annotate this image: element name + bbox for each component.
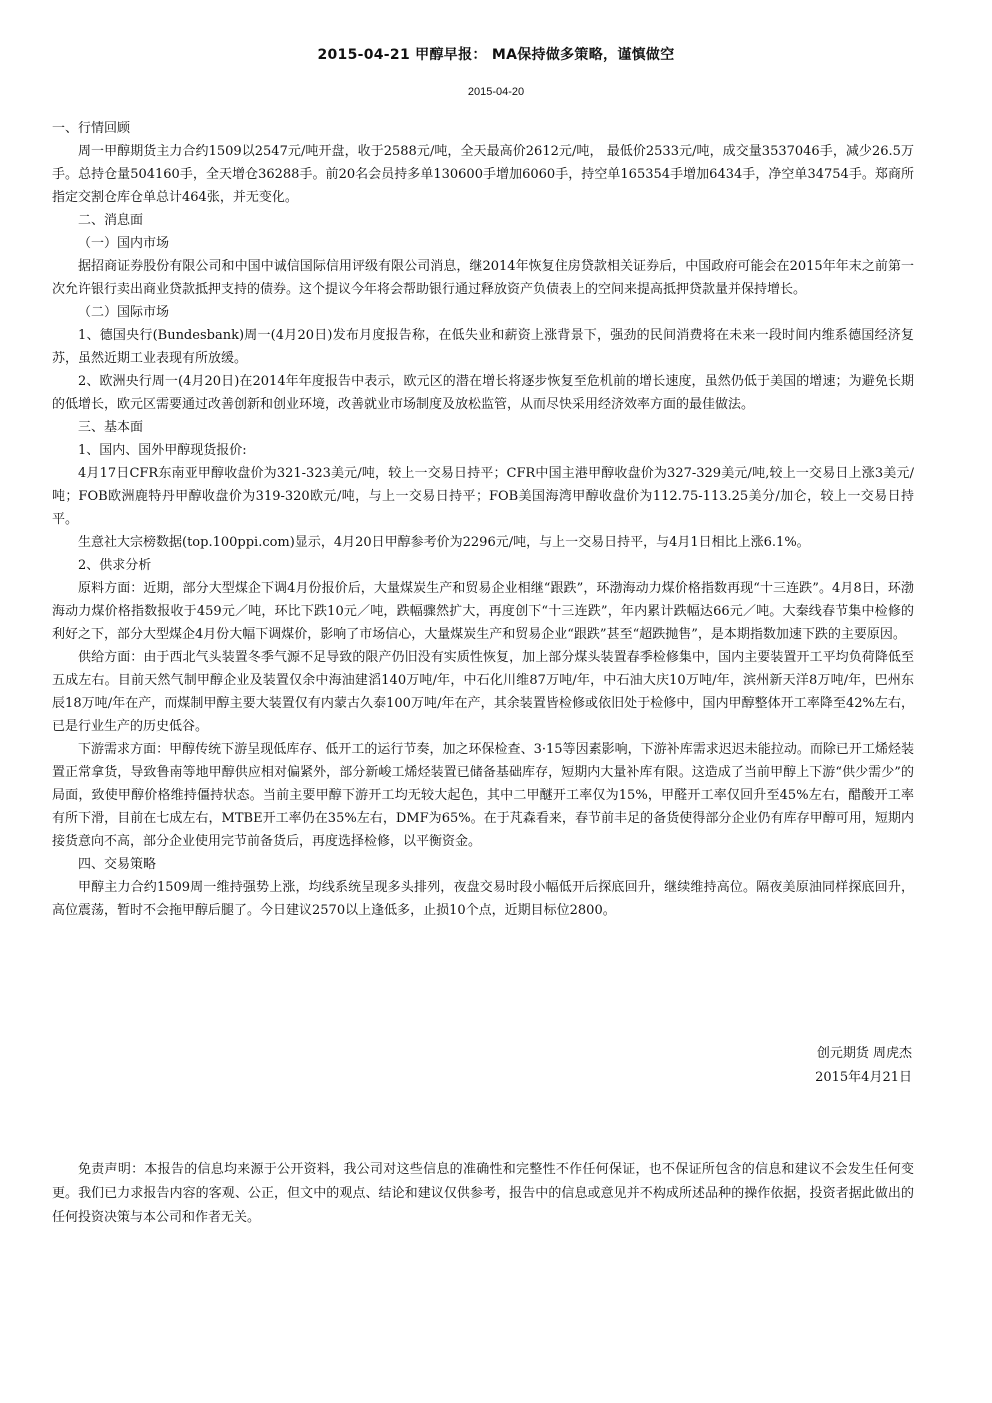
- paragraph: 生意社大宗榜数据(top.100ppi.com)显示，4月20日甲醇参考价为2296元/吨，与上一交易日持平，与4月1日相比上涨6.1%。: [78, 535, 810, 550]
- paragraph: 2、欧洲央行周一(4月20日)在2014年年度报告中表示，欧元区的潜在增长将逐步恢复至危机前的增长速度，虽然仍低于美国的增速；为避免长期的低增长，欧元区需要通过改善创新和创业环境，改善就业市场制度及放松监管，从而尽快采用经济效率方面的最佳做法。: [52, 374, 914, 412]
- disclaimer-block: [52, 1158, 914, 1230]
- signature-date: 2015年4月21日: [815, 1070, 912, 1085]
- disclaimer-text: 免责声明：本报告的信息均来源于公开资料，我公司对这些信息的准确性和完整性不作任何保证，也不保证所包含的信息和建议不会发生任何变更。我们已力求报告内容的客观、公正，但文中的观点、结论和建议仅供参考，报告中的信息或意见并不构成所述品种的操作依据，投资者据此做出的任何投资决策与本公司和作者无关。: [52, 1162, 914, 1225]
- section-heading-market-review: 一、行情回顾: [52, 121, 131, 136]
- subheading-spot-quotes: 1、国内、国外甲醇现货报价:: [78, 443, 247, 458]
- paragraph: 下游需求方面：甲醇传统下游呈现低库存、低开工的运行节奏，加之环保检查、3·15等因素影响，下游补库需求迟迟未能拉动。而除已开工烯烃装置正常拿货，导致鲁南等地甲醇供应相对偏紧外，部分新峻工烯烃装置已储备基础库存，短期内大量补库有限。这造成了当前甲醇上下游“供少需少”的局面，致使甲醇价格维持僵持状态。当前主要甲醇下游开工均无较大起色，其中二甲醚开工率仅为15%，甲醛开工率仅回升至45%左右，醋酸开工率有所下滑，目前在七成左右，MTBE开工率仍在35%左右，DMF为65%。在于芃森看来，春节前丰足的备货使得部分企业仍有库存甲醇可用，短期内接货意向不高，部分企业使用完节前备货后，再度选择检修，以平衡资金。: [52, 742, 914, 849]
- section-heading-fundamentals: 三、基本面: [78, 420, 144, 435]
- subheading-international: （二）国际市场: [78, 305, 170, 320]
- report-title: 2015-04-21 甲醇早报： MA保持做多策略，谨慎做空: [317, 47, 675, 63]
- report-date: 2015-04-20: [467, 86, 525, 98]
- paragraph: 4月17日CFR东南亚甲醇收盘价为321-323美元/吨，较上一交易日持平；CFR中国主港甲醇收盘价为327-329美元/吨,较上一交易日上涨3美元/吨；FOB欧洲鹿特丹甲醇收盘价为319-320欧元/吨，与上一交易日持平；FOB美国海湾甲醇收盘价为112.75-113.25美分/加仑，较上一交易日持平。: [52, 466, 914, 527]
- paragraph: 1、德国央行(Bundesbank)周一(4月20日)发布月度报告称，在低失业和薪资上涨背景下，强劲的民间消费将在未来一段时间内维系德国经济复苏，虽然近期工业表现有所放缓。: [52, 328, 914, 366]
- paragraph: 甲醇主力合约1509周一维持强势上涨，均线系统呈现多头排列，夜盘交易时段小幅低开后探底回升，继续维持高位。隔夜美原油同样探底回升，高位震荡，暂时不会拖甲醇后腿了。今日建议2570以上逢低多，止损10个点，近期目标位2800。: [52, 880, 914, 918]
- report-body: [52, 117, 914, 922]
- paragraph: 据招商证券股份有限公司和中国中诚信国际信用评级有限公司消息，继2014年恢复住房贷款相关证券后，中国政府可能会在2015年年末之前第一次允许银行卖出商业贷款抵押支持的债券。这个提议今年将会帮助银行通过释放资产负债表上的空间来提高抵押贷款量并保持增长。: [52, 259, 914, 297]
- subheading-supply-demand: 2、供求分析: [78, 558, 152, 573]
- signature-block: [815, 1042, 912, 1090]
- section-heading-news: 二、消息面: [78, 213, 144, 228]
- paragraph: 原料方面：近期，部分大型煤企下调4月份报价后，大量煤炭生产和贸易企业相继“跟跌”，环渤海动力煤价格指数再现“十三连跌”。4月8日，环渤海动力煤价格指数报收于459元／吨，环比下跌10元／吨，跌幅骤然扩大，再度创下“十三连跌”，年内累计跌幅达66元／吨。大秦线春节集中检修的利好之下，部分大型煤企4月份大幅下调煤价，影响了市场信心，大量煤炭生产和贸易企业“跟跌”甚至“超跌抛售”，是本期指数加速下跌的主要原因。: [52, 581, 914, 642]
- section-heading-strategy: 四、交易策略: [78, 857, 157, 872]
- subheading-domestic: （一）国内市场: [78, 236, 170, 251]
- paragraph: 供给方面：由于西北气头装置冬季气源不足导致的限产仍旧没有实质性恢复，加上部分煤头装置春季检修集中，国内主要装置开工平均负荷降低至五成左右。目前天然气制甲醇企业及装置仅余中海油建滔140万吨/年，中石化川维87万吨/年，中石油大庆10万吨/年，滨州新天洋8万吨/年，巴州东辰18万吨/年在产，而煤制甲醇主要大装置仅有内蒙古久泰100万吨/年在产，其余装置皆检修或依旧处于检修中，国内甲醇整体开工率降至42%左右，已是行业生产的历史低谷。: [52, 650, 914, 734]
- paragraph: 周一甲醇期货主力合约1509以2547元/吨开盘，收于2588元/吨，全天最高价2612元/吨， 最低价2533元/吨，成交量3537046手，减少26.5万手。总持仓量504160手，全天增仓36288手。前20名会员持多单130600手增加6060手，持空单165354手增加6434手，净空单34754手。郑商所指定交割仓库仓单总计464张，并无变化。: [52, 144, 914, 205]
- signature-author: 创元期货 周虎杰: [816, 1046, 912, 1061]
